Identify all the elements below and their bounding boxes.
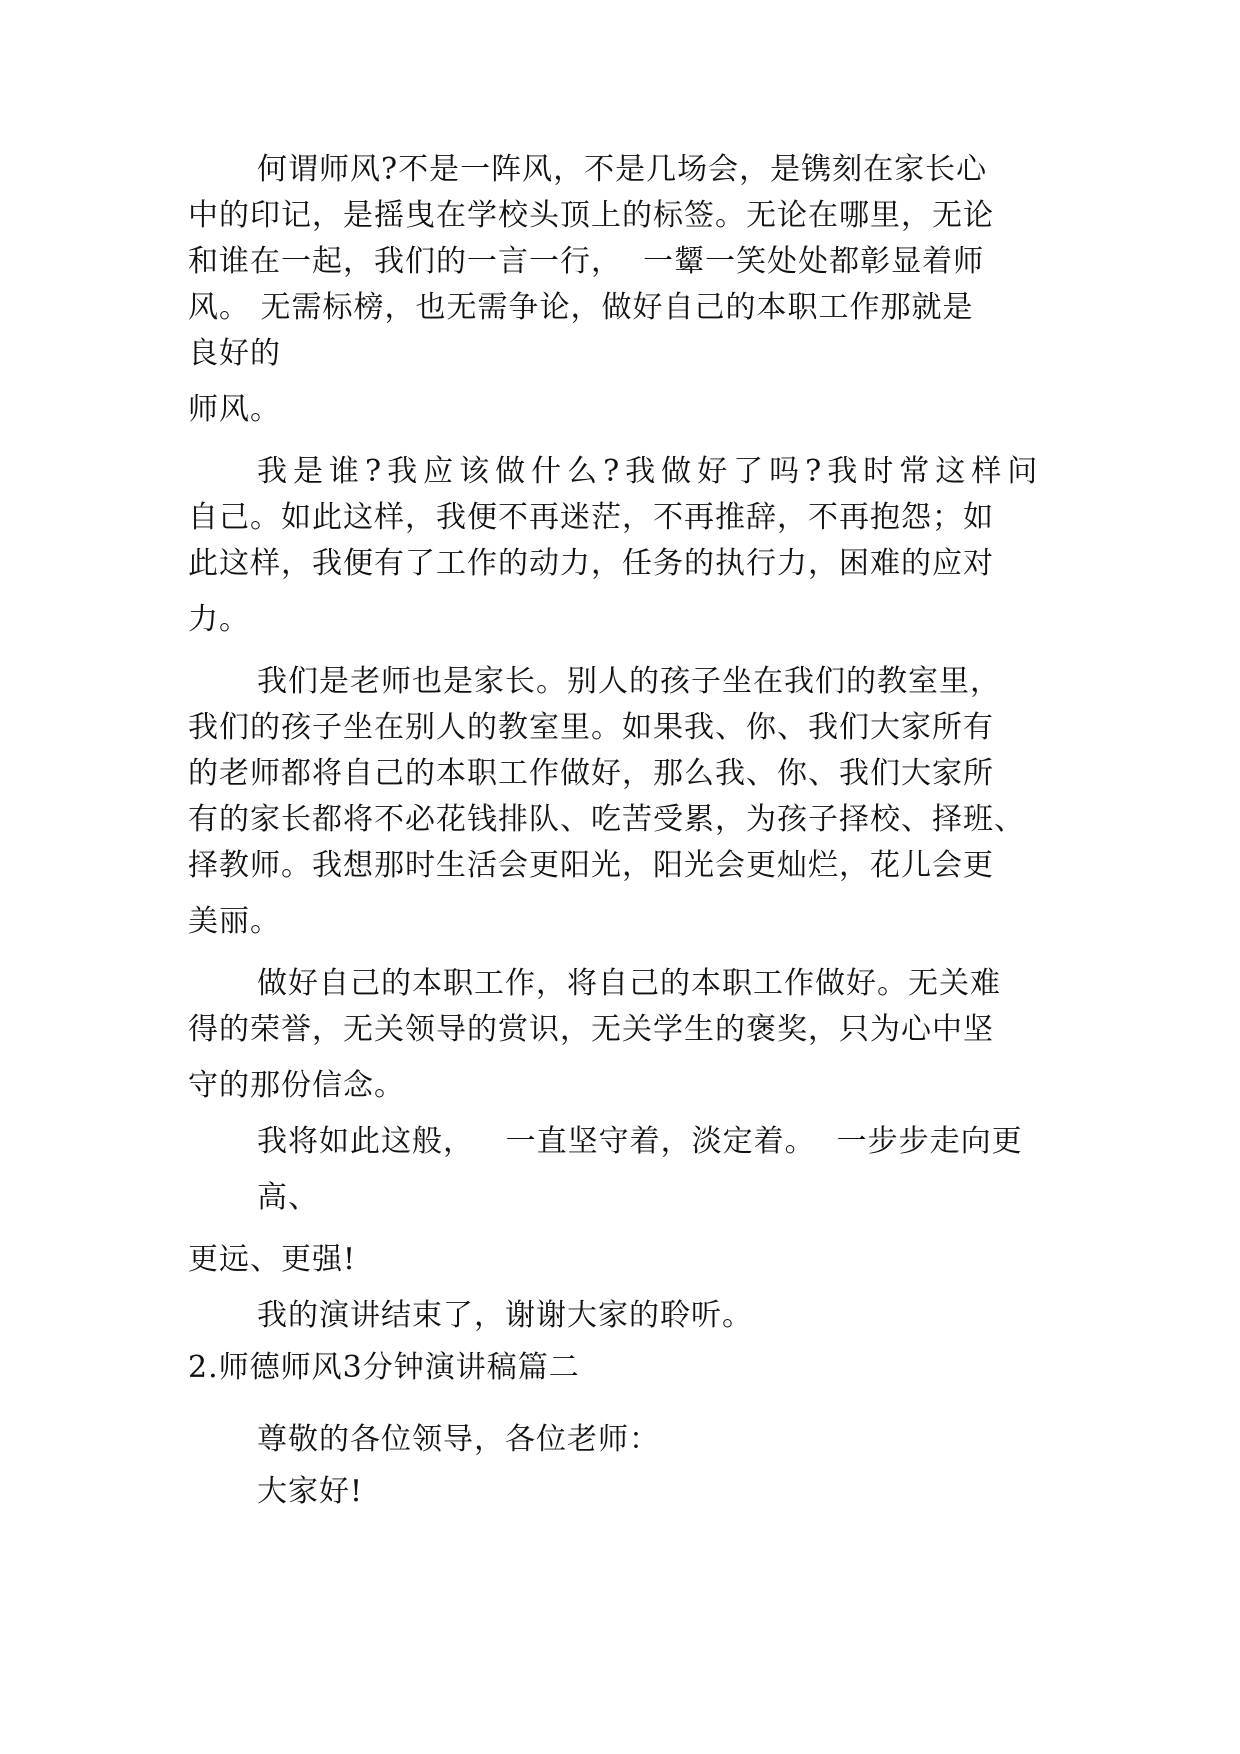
text-line: 自己。如此这样，我便不再迷茫，不再推辞，不再抱怨；如 (188, 500, 994, 535)
text-line: 我们的孩子坐在别人的教室里。如果我、你、我们大家所有 (188, 710, 994, 745)
text-line: 守的那份信念。 (188, 1068, 405, 1103)
text-line: 高、 (257, 1180, 319, 1215)
text-line: 力。 (188, 602, 250, 637)
text-line: 此这样，我便有了工作的动力，任务的执行力，困难的应对 (188, 546, 994, 581)
text-line: 更远、更强! (188, 1242, 357, 1277)
text-line: 中的印记，是摇曳在学校头顶上的标签。无论在哪里，无论 (188, 198, 994, 233)
text-line: 我的演讲结束了，谢谢大家的聆听。 (257, 1298, 753, 1333)
text-line: 美丽。 (188, 904, 281, 939)
text-line: 何谓师风?不是一阵风，不是几场会，是镌刻在家长心 (257, 152, 988, 187)
text-line: 我将如此这般， 一直坚守着，淡定着。 一步步走向更 (257, 1124, 1023, 1159)
text-line: 我们是老师也是家长。别人的孩子坐在我们的教室里， (257, 664, 1001, 699)
text-line: 得的荣誉，无关领导的赏识，无关学生的褒奖，只为心中坚 (188, 1012, 994, 1047)
text-line: 的老师都将自己的本职工作做好，那么我、你、我们大家所 (188, 756, 994, 791)
section-heading: 2.师德师风3分钟演讲稿篇二 (188, 1350, 580, 1385)
text-line: 风。 无需标榜，也无需争论，做好自己的本职工作那就是 (188, 290, 974, 325)
text-line: 我是谁?我应该做什么?我做好了吗?我时常这样问 (257, 454, 1044, 489)
text-line: 做好自己的本职工作，将自己的本职工作做好。无关难 (257, 966, 1001, 1001)
salutation: 尊敬的各位领导，各位老师： (257, 1422, 660, 1457)
greeting: 大家好! (257, 1474, 364, 1509)
text-line: 良好的 (188, 336, 281, 371)
text-line: 择教师。我想那时生活会更阳光，阳光会更灿烂，花儿会更 (188, 848, 994, 883)
text-line: 和谁在一起，我们的一言一行， 一颦一笑处处都彰显着师 (188, 244, 985, 279)
text-line: 有的家长都将不必花钱排队、吃苦受累，为孩子择校、择班、 (188, 802, 1025, 837)
text-line: 师风。 (188, 392, 281, 427)
